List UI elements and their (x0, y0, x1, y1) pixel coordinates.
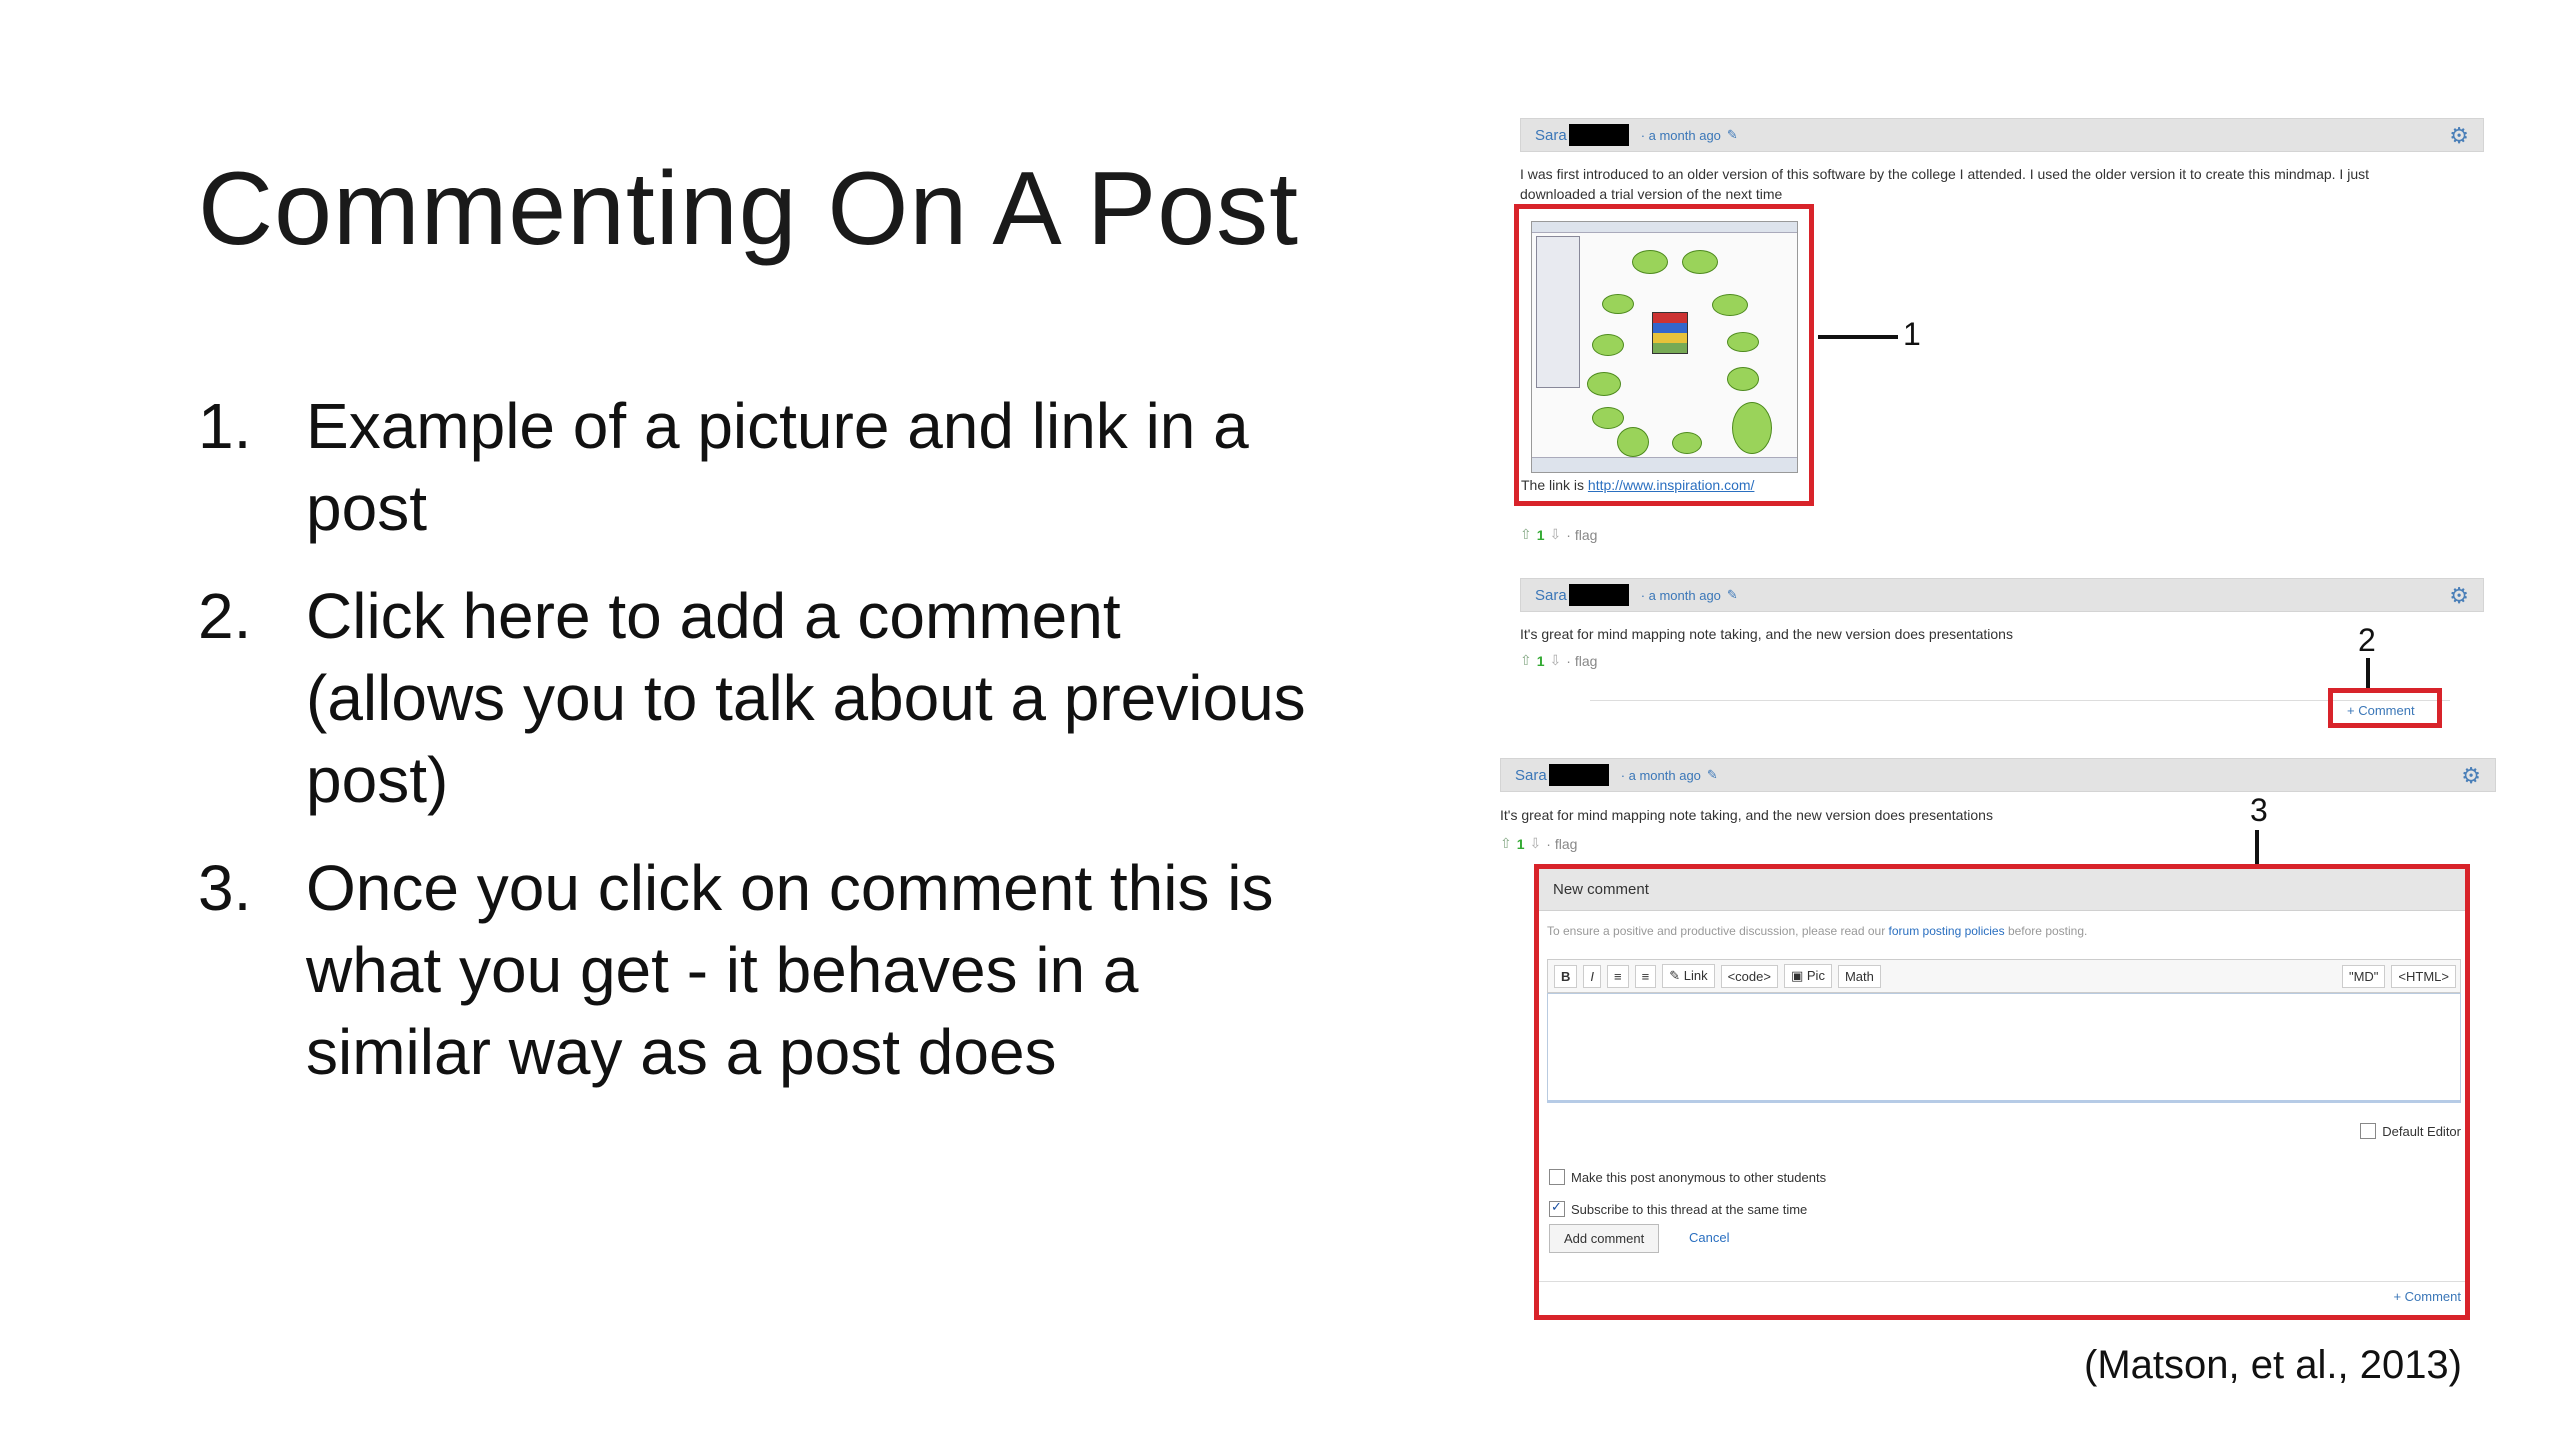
post-time: · a month ago (1640, 587, 1721, 603)
cancel-link[interactable]: Cancel (1689, 1230, 1730, 1245)
mindmap-node (1727, 332, 1759, 352)
redacted-name (1549, 764, 1609, 786)
upvote-arrow-icon[interactable]: ⇧ (1520, 652, 1532, 668)
mindmap-node (1682, 250, 1718, 274)
picture-icon: ▣ (1790, 968, 1804, 983)
mindmap-image[interactable] (1531, 221, 1798, 473)
step-item (198, 847, 1318, 1093)
step-list (198, 385, 1318, 1119)
step-item (198, 575, 1318, 821)
format-toggle-group (2342, 965, 2460, 988)
redacted-name (1569, 124, 1629, 146)
slide-title: Commenting On A Post (198, 151, 1299, 267)
mindmap-toolbar (1532, 222, 1797, 233)
mindmap-node (1727, 367, 1759, 391)
bottom-comment-link[interactable]: + Comment (2393, 1289, 2461, 1304)
callout-box-2 (2328, 688, 2442, 728)
forum-screenshot (1490, 100, 2490, 1350)
gear-icon[interactable]: ⚙ (2449, 123, 2469, 148)
add-comment-button[interactable]: Add comment (1549, 1224, 1659, 1253)
post-time: · a month ago (1620, 767, 1701, 783)
html-toggle[interactable]: <HTML> (2391, 965, 2456, 988)
gear-icon[interactable]: ⚙ (2461, 763, 2481, 788)
mindmap-node (1632, 250, 1668, 274)
mindmap-node (1712, 294, 1748, 316)
vote-row (1500, 835, 1577, 852)
step-item (198, 385, 1318, 549)
gear-icon[interactable]: ⚙ (2449, 583, 2469, 608)
post-link-line (1521, 477, 1754, 493)
pic-button[interactable] (1784, 964, 1832, 988)
callout-box-3 (1534, 864, 2470, 1320)
mindmap-node (1602, 294, 1634, 314)
subscribe-label: Subscribe to this thread at the same time (1571, 1201, 1808, 1217)
downvote-arrow-icon[interactable]: ⇩ (1529, 835, 1542, 851)
italic-button[interactable]: I (1583, 965, 1601, 988)
step-text: Example of a picture and link in a post (306, 390, 1249, 544)
post-author[interactable]: Sara (1535, 586, 1567, 604)
mindmap-node (1732, 402, 1772, 454)
code-button[interactable]: <code> (1721, 965, 1778, 988)
redacted-name (1569, 584, 1629, 606)
default-editor-label: Default Editor (2382, 1123, 2461, 1139)
vote-count: 1 (1536, 652, 1545, 669)
step-number: 1. (198, 390, 252, 462)
post-time: · a month ago (1640, 127, 1721, 143)
vote-row (1520, 526, 1597, 543)
post-author[interactable]: Sara (1535, 126, 1567, 144)
callout-number-3: 3 (2250, 792, 2268, 828)
vote-count: 1 (1536, 526, 1545, 543)
default-editor-checkbox[interactable] (2360, 1123, 2376, 1139)
edit-pencil-icon[interactable]: ✎ (1706, 767, 1718, 782)
step-number: 2. (198, 580, 252, 652)
post-body-line: downloaded a trial version of the next time (1520, 186, 1783, 202)
inspiration-link[interactable]: http://www.inspiration.com/ (1587, 477, 1755, 493)
step-text: Click here to add a comment (allows you to talk about a previous post) (306, 580, 1306, 816)
mindmap-node (1672, 432, 1702, 454)
post-body: It's great for mind mapping note taking, and the new version does presentations (1500, 807, 1993, 823)
vote-row (1520, 652, 1597, 669)
anonymous-checkbox[interactable] (1549, 1169, 1565, 1185)
link-prefix: The link is (1521, 477, 1585, 493)
editor-bottom-divider (1539, 1281, 2465, 1282)
markdown-toggle[interactable]: "MD" (2342, 965, 2385, 988)
policy-suffix: before posting. (2007, 924, 2088, 938)
numbered-list-button[interactable]: ≡ (1635, 965, 1657, 988)
upvote-arrow-icon[interactable]: ⇧ (1520, 526, 1532, 542)
flag-link[interactable]: · flag (1566, 526, 1598, 543)
mindmap-node (1617, 427, 1649, 457)
callout-line-2 (2366, 658, 2370, 688)
mindmap-center-image (1652, 312, 1688, 354)
step-text: Once you click on comment this is what you get - it behaves in a similar way as a post does (306, 852, 1274, 1088)
post-header (1520, 578, 2484, 612)
link-button-label: Link (1683, 968, 1708, 983)
mindmap-bottom-bar (1532, 457, 1797, 472)
callout-box-1 (1514, 204, 1814, 506)
policy-prefix: To ensure a positive and productive discussion, please read our (1547, 924, 1886, 938)
mindmap-node (1592, 407, 1624, 429)
pic-button-label: Pic (1806, 968, 1825, 983)
downvote-arrow-icon[interactable]: ⇩ (1549, 526, 1562, 542)
flag-link[interactable]: · flag (1546, 835, 1578, 852)
upvote-arrow-icon[interactable]: ⇧ (1500, 835, 1512, 851)
post-header (1520, 118, 2484, 152)
subscribe-option (1549, 1201, 1807, 1217)
edit-pencil-icon[interactable]: ✎ (1726, 127, 1738, 142)
mindmap-node (1587, 372, 1621, 396)
link-icon: ✎ (1669, 968, 1681, 983)
mindmap-node (1592, 334, 1624, 356)
callout-line-3 (2255, 830, 2259, 864)
link-button[interactable] (1662, 964, 1714, 988)
anonymous-label: Make this post anonymous to other students (1571, 1169, 1827, 1185)
bullet-list-button[interactable]: ≡ (1607, 965, 1629, 988)
comment-divider (1590, 700, 2450, 701)
math-button[interactable]: Math (1838, 965, 1881, 988)
step-number: 3. (198, 852, 252, 924)
bold-button[interactable]: B (1554, 965, 1577, 988)
subscribe-checkbox[interactable] (1549, 1201, 1565, 1217)
callout-number-1: 1 (1903, 316, 1921, 352)
callout-number-2: 2 (2358, 622, 2376, 658)
citation: (Matson, et al., 2013) (2084, 1343, 2462, 1387)
post-body (1520, 164, 2480, 204)
vote-count: 1 (1516, 835, 1525, 852)
post-header (1500, 758, 2496, 792)
edit-pencil-icon[interactable]: ✎ (1726, 587, 1738, 602)
downvote-arrow-icon[interactable]: ⇩ (1549, 652, 1562, 668)
policy-notice (1547, 924, 2087, 938)
default-editor-option (2360, 1123, 2461, 1139)
flag-link[interactable]: · flag (1566, 652, 1598, 669)
post-author[interactable]: Sara (1515, 766, 1547, 784)
mindmap-sidebar (1536, 236, 1580, 388)
post-body-line: I was first introduced to an older version of this software by the college I attended. I used the older version it to create this mindmap. I just (1520, 166, 2369, 182)
anonymous-option (1549, 1169, 1826, 1185)
comment-textarea[interactable] (1547, 993, 2461, 1103)
new-comment-heading: New comment (1539, 869, 2465, 911)
callout-line-1 (1818, 335, 1898, 339)
post-body: It's great for mind mapping note taking, and the new version does presentations (1520, 626, 2013, 642)
forum-policy-link[interactable]: forum posting policies (1888, 924, 2005, 938)
editor-toolbar (1547, 959, 2461, 993)
add-comment-link[interactable]: + Comment (2347, 703, 2415, 718)
